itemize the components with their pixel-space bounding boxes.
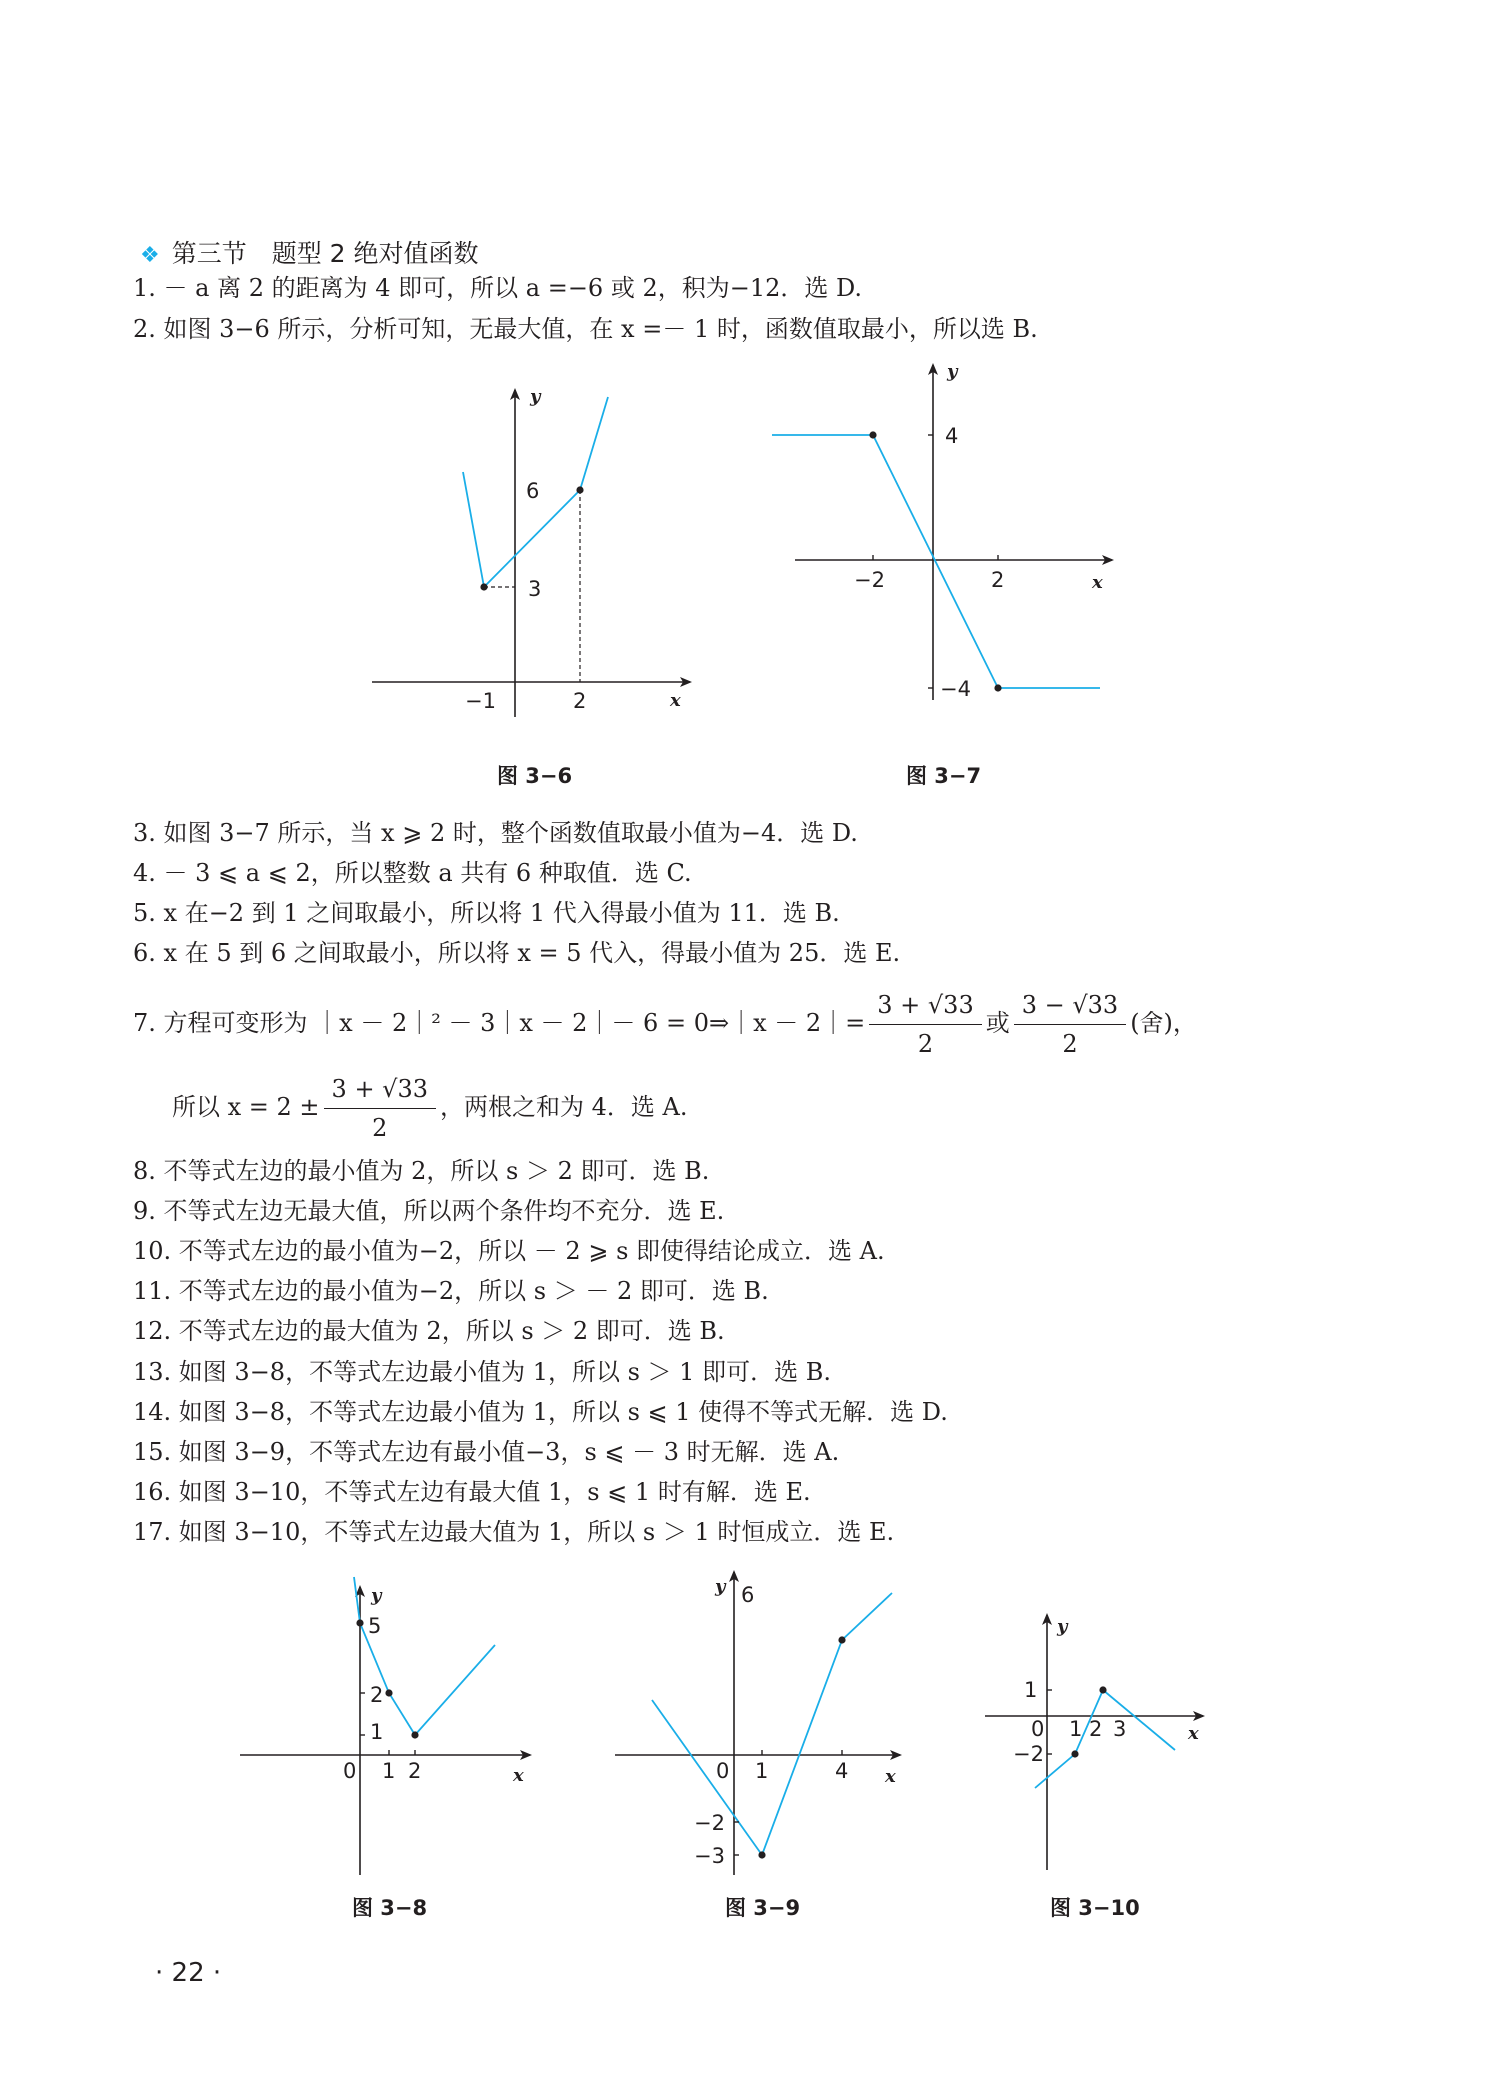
- tick-label: −4: [940, 677, 971, 701]
- tick-label: −2: [1013, 1742, 1044, 1766]
- answer-7-line2-tail: ，两根之和为 4．选 A.: [440, 1093, 688, 1121]
- y-axis-label: y: [530, 386, 541, 407]
- x-axis-label: x: [1188, 1723, 1199, 1744]
- answer-line: 1. － a 离 2 的距离为 4 即可，所以 a =−6 或 2，积为−12．选 D.: [133, 274, 863, 302]
- point: [411, 1731, 418, 1738]
- section-title: 第三节 题型 2 绝对值函数: [171, 239, 479, 268]
- answer-7-line2-lead: 所以 x = 2 ±: [172, 1093, 320, 1121]
- function-graph: [652, 1593, 892, 1855]
- answer-line: 15. 如图 3−9，不等式左边有最小值−3，s ⩽ － 3 时无解．选 A.: [133, 1438, 840, 1466]
- section-header: [140, 234, 479, 270]
- answer-line: 5. x 在−2 到 1 之间取最小，所以将 1 代入得最小值为 11．选 B.: [133, 899, 840, 927]
- answer-7-tail: (舍)，: [1130, 1009, 1197, 1037]
- tick-label: 3: [1113, 1717, 1127, 1741]
- fraction: [1014, 988, 1126, 1061]
- answer-line: 12. 不等式左边的最大值为 2，所以 s ＞ 2 即可．选 B.: [133, 1317, 725, 1345]
- answer-line: 8. 不等式左边的最小值为 2，所以 s ＞ 2 即可．选 B.: [133, 1157, 710, 1185]
- answer-line: 2. 如图 3−6 所示，分析可知，无最大值，在 x =－ 1 时，函数值取最小，所以选 B.: [133, 315, 1038, 343]
- tick-label: 2: [1089, 1717, 1103, 1741]
- point: [1071, 1750, 1078, 1757]
- answer-7-line-2: [172, 1072, 688, 1145]
- fraction-numerator: 3 − √33: [1014, 988, 1126, 1025]
- tick-label: −2: [854, 568, 885, 592]
- figure-3-9: [610, 1560, 910, 1880]
- figure-3-10: [975, 1605, 1210, 1875]
- figure-3-8: [235, 1575, 535, 1875]
- fraction: [324, 1072, 436, 1145]
- diamond-icon: ❖: [140, 243, 160, 268]
- y-axis-label: y: [371, 1585, 382, 1606]
- tick-label: 0: [716, 1759, 730, 1783]
- answer-line: 16. 如图 3−10，不等式左边有最大值 1，s ⩽ 1 时有解．选 E.: [133, 1478, 811, 1506]
- tick-label: 1: [755, 1759, 769, 1783]
- point: [576, 486, 583, 493]
- y-axis-label: y: [947, 361, 958, 382]
- x-axis-label: x: [513, 1765, 524, 1786]
- fraction-denominator: 2: [917, 1030, 934, 1058]
- tick-label: −2: [694, 1811, 725, 1835]
- tick-label: 2: [370, 1683, 384, 1707]
- fraction-numerator: 3 + √33: [324, 1072, 436, 1109]
- tick-label: 2: [991, 568, 1005, 592]
- figure-caption: 图 3−6: [497, 764, 573, 788]
- function-graph: [772, 435, 1100, 688]
- point: [1099, 1686, 1106, 1693]
- tick-label: 1: [370, 1720, 384, 1744]
- answer-line: 6. x 在 5 到 6 之间取最小，所以将 x = 5 代入，得最小值为 25．选 E.: [133, 939, 901, 967]
- answer-line: 10. 不等式左边的最小值为−2，所以 － 2 ⩾ s 即使得结论成立．选 A.: [133, 1237, 885, 1265]
- point: [480, 583, 487, 590]
- tick-label: 6: [526, 479, 540, 503]
- tick-label: 2: [408, 1759, 422, 1783]
- figure-caption: 图 3−9: [725, 1896, 801, 1920]
- tick-label: 1: [1024, 1678, 1038, 1702]
- answer-line: 14. 如图 3−8，不等式左边最小值为 1，所以 s ⩽ 1 使得不等式无解．选 D.: [133, 1398, 948, 1426]
- tick-label: −3: [694, 1844, 725, 1868]
- fraction-denominator: 2: [1062, 1030, 1078, 1058]
- figure-caption: 图 3−8: [352, 1896, 428, 1920]
- x-axis-label: x: [1092, 572, 1103, 593]
- point: [356, 1619, 363, 1626]
- tick-label: 1: [1069, 1717, 1083, 1741]
- tick-label: 5: [368, 1614, 382, 1638]
- function-graph: [1035, 1690, 1175, 1788]
- tick-label: 0: [1031, 1717, 1045, 1741]
- answer-7-line-1: [133, 988, 1197, 1061]
- answer-line: 17. 如图 3−10，不等式左边最大值为 1，所以 s ＞ 1 时恒成立．选 E.: [133, 1518, 895, 1546]
- x-axis-label: x: [670, 690, 681, 711]
- figure-3-6: [360, 372, 700, 722]
- tick-label: 2: [573, 689, 587, 713]
- point: [385, 1689, 392, 1696]
- figure-caption: 图 3−10: [1050, 1896, 1140, 1920]
- figure-caption: 图 3−7: [906, 764, 982, 788]
- point: [869, 431, 876, 438]
- answer-line: 3. 如图 3−7 所示，当 x ⩾ 2 时，整个函数值取最小值为−4．选 D.: [133, 819, 858, 847]
- fraction-denominator: 2: [372, 1114, 388, 1142]
- point: [758, 1851, 765, 1858]
- tick-label: −1: [465, 689, 496, 713]
- figure-3-7: [770, 355, 1120, 705]
- point: [838, 1636, 845, 1643]
- fraction: [869, 988, 981, 1061]
- tick-label: 6: [741, 1583, 755, 1607]
- tick-label: 3: [528, 577, 542, 601]
- answer-line: 9. 不等式左边无最大值，所以两个条件均不充分．选 E.: [133, 1197, 725, 1225]
- answer-line: 4. － 3 ⩽ a ⩽ 2，所以整数 a 共有 6 种取值．选 C.: [133, 859, 692, 887]
- answer-7-or: 或: [985, 1009, 1010, 1037]
- y-axis-label: y: [715, 1576, 726, 1597]
- page-number: · 22 ·: [155, 1958, 222, 1988]
- tick-label: 4: [945, 424, 959, 448]
- tick-label: 1: [382, 1759, 396, 1783]
- y-axis-label: y: [1057, 1616, 1068, 1637]
- x-axis-label: x: [885, 1766, 896, 1787]
- tick-label: 0: [343, 1759, 357, 1783]
- tick-label: 4: [835, 1759, 849, 1783]
- fraction-numerator: 3 + √33: [869, 988, 981, 1025]
- answer-line: 13. 如图 3−8，不等式左边最小值为 1，所以 s ＞ 1 即可．选 B.: [133, 1358, 831, 1386]
- answer-line: 11. 不等式左边的最小值为−2，所以 s ＞ － 2 即可．选 B.: [133, 1277, 769, 1305]
- point: [994, 684, 1001, 691]
- answer-7-lead: 7. 方程可变形为 ｜x － 2｜² － 3｜x － 2｜－ 6 = 0⇒｜x － 2｜=: [133, 1009, 866, 1037]
